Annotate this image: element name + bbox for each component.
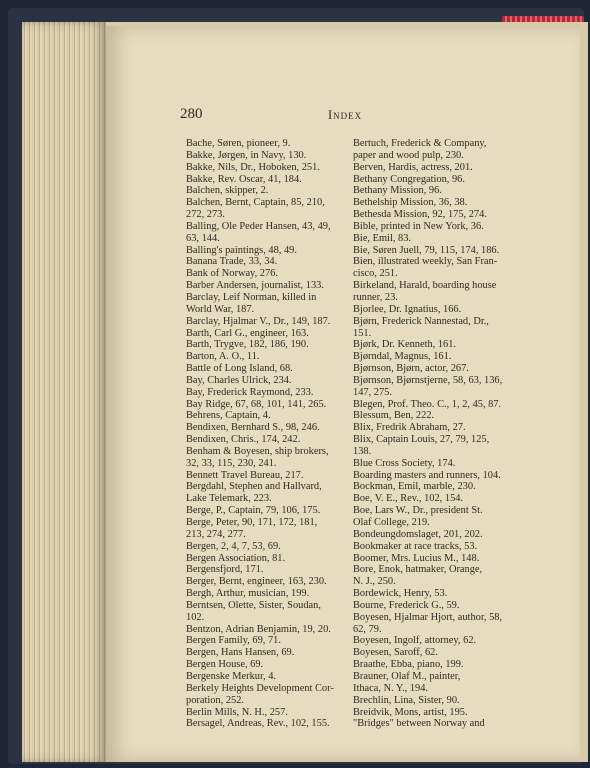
index-entry: [353, 197, 518, 209]
index-entry: [186, 422, 351, 434]
index-entry-text: Bjørn, Frederick Nannestad, Dr.,: [353, 315, 489, 327]
page-edges: [22, 22, 106, 762]
index-entry-text: Barton, A. O., 11.: [186, 351, 260, 363]
index-entry-continuation: 62, 79.: [353, 623, 382, 635]
index-entry-text: Berge, P., Captain, 79, 106, 175.: [186, 505, 321, 517]
index-entry-text: Benham & Boyesen, ship brokers,: [186, 445, 329, 457]
index-entry-text: Bjørnson, Bjørnstjerne, 58, 63, 136,: [353, 374, 503, 386]
index-entry: [186, 505, 351, 517]
index-entry-continuation: 32, 33, 115, 230, 241.: [186, 457, 277, 469]
index-entry-text: Bakke, Jørgen, in Navy, 130.: [186, 149, 307, 161]
index-entry-text: Bie, Emil, 83.: [353, 232, 412, 244]
index-entry-text: Berge, Peter, 90, 171, 172, 181,: [186, 517, 318, 528]
index-entry: [186, 624, 351, 636]
index-entry: [186, 351, 351, 363]
index-entry-text: Blue Cross Society, 174.: [353, 457, 456, 469]
index-entry-text: Bakke, Rev. Oscar, 41, 184.: [186, 173, 302, 185]
index-entry-text: Bergen Family, 69, 71.: [186, 635, 281, 647]
index-entry: [353, 422, 518, 434]
index-entry-text: Bergen Association, 81.: [186, 552, 286, 564]
index-entry: [353, 280, 518, 304]
index-entry: [186, 671, 351, 683]
index-entry-text: Bendixen, Chris., 174, 242.: [186, 434, 301, 446]
index-entry-text: Berlin Mills, N. H., 257.: [186, 706, 288, 718]
index-entry-text: Blix, Fredrik Abraham, 27.: [353, 422, 466, 434]
index-entry-text: Battle of Long Island, 68.: [186, 363, 293, 375]
index-entry: [186, 517, 351, 541]
index-entry-text: Braathe, Ebba, piano, 199.: [353, 659, 464, 671]
index-entry-text: Bjørndal, Magnus, 161.: [353, 351, 452, 363]
index-entry-text: Berven, Hardis, actress, 201.: [353, 161, 473, 173]
index-entry-text: Blessum, Ben, 222.: [353, 410, 435, 422]
index-entry-continuation: 147, 275.: [353, 386, 392, 398]
index-entry-text: Blix, Captain Louis, 27, 79, 125,: [353, 434, 490, 446]
index-entry-text: Bay, Frederick Raymond, 233.: [186, 386, 314, 398]
index-entry: [353, 221, 518, 233]
index-entry: [353, 209, 518, 221]
index-entry-text: Bockman, Emil, marble, 230.: [353, 481, 476, 493]
index-entry: [353, 671, 518, 695]
index-entry: [353, 529, 518, 541]
index-entry-text: "Bridges" between Norway and: [353, 718, 485, 730]
index-entry: [186, 375, 351, 387]
index-entry: [186, 339, 351, 351]
index-entry-text: Bourne, Frederick G., 59.: [353, 599, 460, 611]
index-entry: [186, 553, 351, 565]
index-entry-text: Breidvik, Mons, artist, 195.: [353, 706, 468, 718]
index-entry: [186, 256, 351, 268]
index-entry: [353, 493, 518, 505]
index-entry-text: Boe, V. E., Rev., 102, 154.: [353, 493, 464, 505]
index-entry: [186, 481, 351, 505]
index-entry: [353, 481, 518, 493]
index-entry-text: Bergen, Hans Hansen, 69.: [186, 647, 295, 659]
index-entry-continuation: cisco, 251.: [353, 268, 398, 280]
index-entry-text: Berkely Heights Development Cor-: [186, 682, 334, 694]
index-entry-text: Bergdahl, Stephen and Hallvard,: [186, 481, 322, 493]
index-entry: [186, 718, 351, 730]
index-entry: [353, 233, 518, 245]
index-entry: [186, 707, 351, 719]
index-entry: [186, 316, 351, 328]
index-entry-text: Barth, Trygve, 182, 186, 190.: [186, 339, 309, 351]
index-entry-text: Bethany Congregation, 96.: [353, 173, 465, 185]
index-entry-text: Bergenske Merkur, 4.: [186, 670, 276, 682]
index-entry-text: Bordewick, Henry, 53.: [353, 588, 448, 600]
index-entry-text: Banana Trade, 33, 34.: [186, 256, 278, 268]
index-entry-text: Brauner, Olaf M., painter,: [353, 670, 461, 682]
index-column-right: [353, 138, 518, 730]
index-entry: [353, 399, 518, 411]
index-entry: [186, 150, 351, 162]
index-entry-text: Bergh, Arthur, musician, 199.: [186, 588, 310, 600]
index-entry-text: Bennett Travel Bureau, 217.: [186, 469, 304, 481]
index-entry-continuation: 213, 274, 277.: [186, 528, 246, 540]
index-entry: [186, 197, 351, 221]
running-head: Index: [328, 108, 363, 122]
index-entry: [186, 659, 351, 671]
index-entry-continuation: 102.: [186, 611, 205, 623]
index-entry-continuation: poration, 252.: [186, 694, 245, 706]
index-entry-text: Bakke, Nils, Dr., Hoboken, 251.: [186, 161, 320, 173]
index-entry-text: Bersagel, Andreas, Rev., 102, 155.: [186, 718, 330, 730]
index-entry-continuation: 272, 273.: [186, 209, 225, 221]
index-entry: [353, 707, 518, 719]
index-entry: [353, 564, 518, 588]
index-entry-text: Berger, Bernt, engineer, 163, 230.: [186, 576, 327, 588]
index-entry: [186, 588, 351, 600]
index-entry-text: Bergensfjord, 171.: [186, 564, 264, 576]
index-entry-text: Blegen, Prof. Theo. C., 1, 2, 45, 87.: [353, 398, 502, 410]
index-entry-continuation: 63, 144.: [186, 232, 220, 244]
index-entry: [186, 138, 351, 150]
index-entry-text: Bergen, 2, 4, 7, 53, 69.: [186, 540, 281, 552]
index-entry: [186, 174, 351, 186]
index-entry-text: Barclay, Hjalmar V., Dr., 149, 187.: [186, 315, 331, 327]
index-entry-text: Bethany Mission, 96.: [353, 185, 442, 197]
index-entry-text: Bank of Norway, 276.: [186, 268, 278, 280]
index-entry-text: Balchen, skipper, 2.: [186, 185, 269, 197]
index-entry-text: Bergen House, 69.: [186, 659, 264, 671]
index-entry: [353, 162, 518, 174]
index-entry-text: Bethelship Mission, 36, 38.: [353, 197, 468, 209]
index-entry-text: Bentzon, Adrian Benjamin, 19, 20.: [186, 623, 331, 635]
index-column-left: [186, 138, 351, 730]
index-entry: [186, 162, 351, 174]
index-entry: [186, 683, 351, 707]
index-entry: [186, 635, 351, 647]
index-entry-continuation: N. J., 250.: [353, 576, 396, 588]
index-entry: [353, 470, 518, 482]
index-entry-text: Barber Andersen, journalist, 133.: [186, 280, 324, 292]
index-entry-text: Brechlin, Lina, Sister, 90.: [353, 694, 460, 706]
index-entry-continuation: World War, 187.: [186, 303, 255, 315]
index-entry: [186, 600, 351, 624]
index-entry: [186, 292, 351, 316]
index-entry: [186, 434, 351, 446]
index-entry-continuation: runner, 23.: [353, 291, 398, 303]
index-entry-text: Boyesen, Saroff, 62.: [353, 647, 438, 659]
index-entry-text: Barclay, Leif Norman, killed in: [186, 291, 317, 303]
index-entry-continuation: Lake Telemark, 223.: [186, 493, 272, 505]
index-entry-continuation: Ithaca, N. Y., 194.: [353, 682, 429, 694]
index-entry-text: Bookmaker at race tracks, 53.: [353, 540, 478, 552]
index-entry-text: Bien, illustrated weekly, San Fran-: [353, 256, 498, 268]
index-entry: [353, 541, 518, 553]
index-entry: [186, 647, 351, 659]
index-entry: [353, 434, 518, 458]
index-entry: [186, 576, 351, 588]
index-entry: [186, 541, 351, 553]
index-entry-continuation: 151.: [353, 327, 372, 339]
index-entry-text: Bay, Charles Ulrick, 234.: [186, 374, 292, 386]
index-entry-text: Barth, Carl G., engineer, 163.: [186, 327, 309, 339]
index-entry-text: Bjorlee, Dr. Ignatius, 166.: [353, 303, 462, 315]
index-entry-continuation: 138.: [353, 445, 372, 457]
index-entry: [186, 470, 351, 482]
index-entry: [353, 245, 518, 257]
index-entry: [353, 185, 518, 197]
index-entry: [353, 635, 518, 647]
index-entry-text: Boe, Lars W., Dr., president St.: [353, 505, 483, 517]
index-entry-text: Bache, Søren, pioneer, 9.: [186, 138, 291, 149]
page-header: [180, 106, 520, 126]
index-entry: [353, 718, 518, 730]
index-entry-text: Boomer, Mrs. Lucius M., 148.: [353, 552, 480, 564]
index-entry-text: Balling's paintings, 48, 49.: [186, 244, 297, 256]
index-entry: [353, 612, 518, 636]
index-entry: [186, 185, 351, 197]
index-entry-text: Bendixen, Bernhard S., 98, 246.: [186, 422, 320, 434]
index-entry: [186, 387, 351, 399]
index-entry-text: Birkeland, Harald, boarding house: [353, 280, 497, 292]
index-entry: [186, 363, 351, 375]
index-entry-continuation: Olaf College, 219.: [353, 517, 430, 528]
page-number: 280: [180, 106, 203, 122]
index-entry: [353, 138, 518, 162]
index-entry: [353, 316, 518, 340]
index-entry: [186, 564, 351, 576]
index-entry: [353, 339, 518, 351]
index-entry: [353, 304, 518, 316]
index-entry-text: Bjørk, Dr. Kenneth, 161.: [353, 339, 457, 351]
index-entry: [353, 647, 518, 659]
index-entry: [186, 245, 351, 257]
index-entry: [353, 695, 518, 707]
index-entry: [353, 351, 518, 363]
index-entry-text: Bay Ridge, 67, 68, 101, 141, 265.: [186, 398, 327, 410]
index-entry: [353, 458, 518, 470]
index-entry-continuation: paper and wood pulp, 230.: [353, 149, 464, 161]
index-entry: [353, 659, 518, 671]
index-entry: [186, 268, 351, 280]
index-entry-text: Balling, Ole Peder Hansen, 43, 49,: [186, 220, 331, 232]
index-entry-text: Bible, printed in New York, 36.: [353, 220, 484, 232]
index-entry: [353, 363, 518, 375]
index-entry-text: Boyesen, Ingolf, attorney, 62.: [353, 635, 477, 647]
index-entry: [353, 375, 518, 399]
index-entry: [186, 280, 351, 292]
index-entry: [353, 588, 518, 600]
index-entry: [186, 446, 351, 470]
index-entry-text: Boarding masters and runners, 104.: [353, 469, 501, 481]
index-entry-text: Bie, Søren Juell, 79, 115, 174, 186.: [353, 244, 500, 256]
index-entry: [353, 410, 518, 422]
index-entry: [353, 505, 518, 529]
index-entry: [353, 256, 518, 280]
index-entry: [353, 174, 518, 186]
index-entry-text: Behrens, Captain, 4.: [186, 410, 271, 422]
index-entry: [186, 328, 351, 340]
index-entry: [186, 221, 351, 245]
index-entry: [186, 399, 351, 411]
index-entry-text: Bondeungdomslaget, 201, 202.: [353, 528, 483, 540]
index-entry-text: Berntsen, Olette, Sister, Soudan,: [186, 599, 321, 611]
index-entry-text: Bethesda Mission, 92, 175, 274.: [353, 209, 487, 221]
index-entry-text: Balchen, Bernt, Captain, 85, 210,: [186, 197, 325, 209]
index-entry: [353, 600, 518, 612]
index-entry-text: Boyesen, Hjalmar Hjort, author, 58,: [353, 611, 503, 623]
index-entry: [353, 553, 518, 565]
index-entry-text: Bertuch, Frederick & Company,: [353, 138, 487, 149]
index-entry: [186, 410, 351, 422]
index-entry-text: Bjørnson, Bjørn, actor, 267.: [353, 363, 469, 375]
index-entry-text: Bore, Enok, hatmaker, Orange,: [353, 564, 483, 576]
